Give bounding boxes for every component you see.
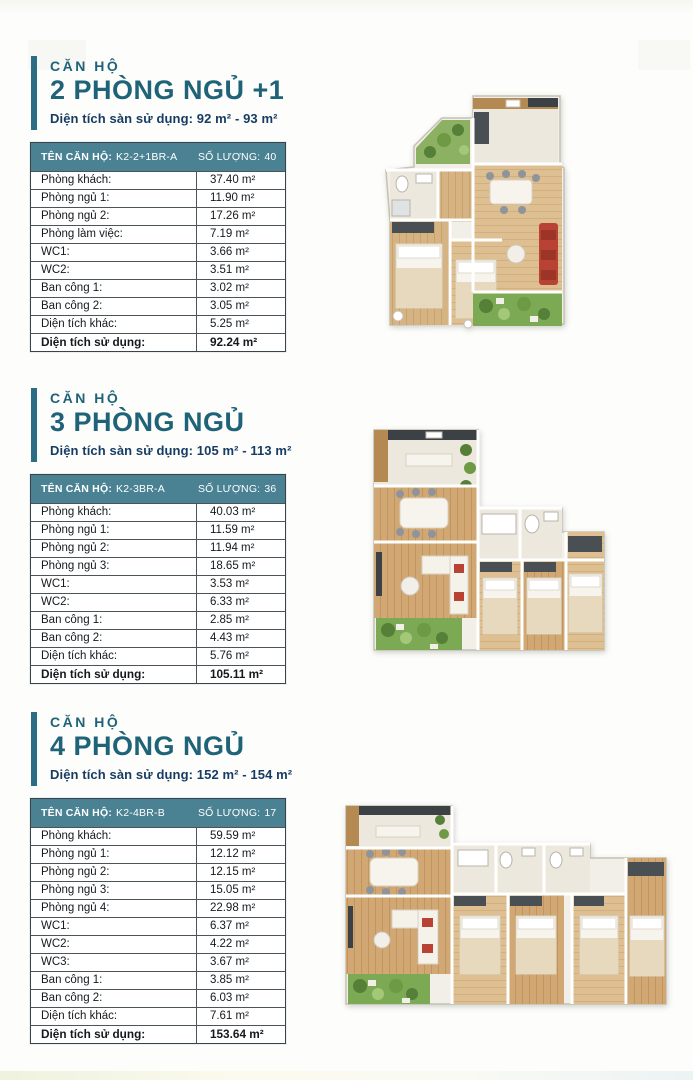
section-subtitle: Diện tích sàn sử dụng: 152 m² - 154 m² [50, 767, 293, 782]
row-label: WC2: [41, 264, 70, 276]
row-label: WC1: [41, 246, 70, 258]
row-value: 17.26 m² [196, 208, 285, 225]
living-area [374, 542, 478, 618]
row-label: Phòng ngủ 2: [41, 866, 110, 878]
table-row [31, 261, 285, 279]
row-value: 4.22 m² [196, 936, 285, 953]
table-row [31, 953, 285, 971]
bedroom-3 [566, 532, 604, 650]
row-value: 40.03 m² [196, 504, 285, 521]
unit-name-value: K2-2+1BR-A [116, 151, 178, 163]
row-value: 3.66 m² [196, 244, 285, 261]
table-row [31, 971, 285, 989]
total-value: 92.24 m² [196, 334, 285, 351]
row-label: Ban công 2: [41, 632, 103, 644]
table-row [31, 315, 285, 333]
row-value: 3.67 m² [196, 954, 285, 971]
row-value: 2.85 m² [196, 612, 285, 629]
table-row [31, 207, 285, 225]
unit-quantity [196, 151, 285, 163]
table-row [31, 935, 285, 953]
table-row [31, 845, 285, 863]
row-value: 6.03 m² [196, 990, 285, 1007]
table-row [31, 279, 285, 297]
table-row [31, 881, 285, 899]
table-row [31, 521, 285, 539]
row-label: Diện tích khác: [41, 318, 118, 330]
dining-area [346, 848, 452, 896]
row-label: WC1: [41, 920, 70, 932]
row-value: 11.59 m² [196, 522, 285, 539]
section-title: 2 PHÒNG NGỦ +1 [50, 75, 285, 105]
row-label: Phòng ngủ 1: [41, 192, 110, 204]
table-total-row [31, 1025, 285, 1043]
row-label: Phòng ngủ 3: [41, 884, 110, 896]
table-row [31, 189, 285, 207]
row-label: Phòng khách: [41, 830, 112, 842]
table-total-row [31, 665, 285, 683]
kitchen-area [473, 98, 558, 164]
section-subtitle: Diện tích sàn sử dụng: 105 m² - 113 m² [50, 443, 292, 458]
section-header [31, 56, 350, 130]
row-value: 11.90 m² [196, 190, 285, 207]
unit-qty-label: SỐ LƯỢNG: [197, 483, 261, 495]
bedroom-1 [452, 894, 508, 1004]
section-eyebrow: CĂN HỘ [50, 390, 121, 406]
row-value: 3.53 m² [196, 576, 285, 593]
scan-artifact-bottom [0, 1071, 693, 1080]
row-label: Diện tích khác: [41, 1010, 118, 1022]
row-value: 12.15 m² [196, 864, 285, 881]
row-label: Phòng khách: [41, 506, 112, 518]
section-header [31, 712, 350, 786]
row-value: 3.51 m² [196, 262, 285, 279]
table-row [31, 593, 285, 611]
row-label: Phòng ngủ 2: [41, 542, 110, 554]
table-row [31, 297, 285, 315]
table-header [31, 475, 285, 503]
table-row [31, 1007, 285, 1025]
total-value: 153.64 m² [196, 1026, 285, 1043]
row-value: 18.65 m² [196, 558, 285, 575]
area-table-4br [30, 798, 286, 1044]
garden-balcony-bottom [473, 292, 562, 326]
row-value: 3.85 m² [196, 972, 285, 989]
section-header [31, 388, 350, 462]
row-value: 5.25 m² [196, 316, 285, 333]
unit-name [31, 483, 196, 495]
table-row [31, 243, 285, 261]
row-label: WC2: [41, 938, 70, 950]
unit-quantity [196, 483, 285, 495]
row-value: 6.33 m² [196, 594, 285, 611]
row-label: Ban công 1: [41, 974, 103, 986]
bedroom-4 [626, 858, 666, 1004]
row-value: 6.37 m² [196, 918, 285, 935]
floorplan-4br-image [340, 798, 670, 1015]
row-value: 5.76 m² [196, 648, 285, 665]
unit-qty-label: SỐ LƯỢNG: [197, 151, 261, 163]
unit-name [31, 151, 196, 163]
bedroom-1 [390, 220, 450, 325]
section-title: 3 PHÒNG NGỦ [50, 407, 245, 437]
garden-balcony [348, 974, 430, 1004]
row-label: Phòng làm việc: [41, 228, 123, 240]
area-table-2br [30, 142, 286, 352]
section-title: 4 PHÒNG NGỦ [50, 731, 245, 761]
row-label: WC2: [41, 596, 70, 608]
table-row [31, 917, 285, 935]
total-label: Diện tích sử dụng: [41, 667, 146, 681]
row-label: Ban công 1: [41, 614, 103, 626]
unit-name-label: TÊN CĂN HỘ: [41, 151, 113, 163]
unit-qty-value: 17 [264, 807, 277, 819]
unit-name [31, 807, 196, 819]
unit-qty-label: SỐ LƯỢNG: [197, 807, 261, 819]
table-row [31, 575, 285, 593]
row-label: WC3: [41, 956, 70, 968]
area-table-3br [30, 474, 286, 684]
row-value: 3.05 m² [196, 298, 285, 315]
row-label: Phòng ngủ 3: [41, 560, 110, 572]
table-row [31, 863, 285, 881]
row-label: Ban công 2: [41, 992, 103, 1004]
total-label: Diện tích sử dụng: [41, 1027, 146, 1041]
scan-artifact-top [0, 0, 693, 14]
table-row [31, 171, 285, 189]
living-area [346, 896, 452, 974]
row-value: 7.61 m² [196, 1008, 285, 1025]
row-label: Phòng ngủ 1: [41, 848, 110, 860]
row-value: 59.59 m² [196, 828, 285, 845]
section-2-phong-ngu-plus-1 [0, 56, 693, 352]
row-value: 11.94 m² [196, 540, 285, 557]
total-label: Diện tích sử dụng: [41, 335, 146, 349]
hallway [438, 170, 473, 222]
table-row [31, 611, 285, 629]
row-value: 12.12 m² [196, 846, 285, 863]
row-value: 15.05 m² [196, 882, 285, 899]
table-total-row [31, 333, 285, 351]
row-value: 22.98 m² [196, 900, 285, 917]
unit-qty-value: 36 [264, 483, 277, 495]
bedroom-2 [508, 894, 564, 1004]
table-row [31, 899, 285, 917]
total-value: 105.11 m² [196, 666, 285, 683]
unit-name-label: TÊN CĂN HỘ: [41, 807, 113, 819]
hall-bathrooms [452, 844, 590, 894]
row-label: Diện tích khác: [41, 650, 118, 662]
row-value: 4.43 m² [196, 630, 285, 647]
section-eyebrow: CĂN HỘ [50, 58, 121, 74]
dining-area [374, 486, 478, 542]
table-row [31, 539, 285, 557]
table-row [31, 647, 285, 665]
row-value: 37.40 m² [196, 172, 285, 189]
red-sofa [539, 223, 558, 285]
table-row [31, 629, 285, 647]
garden-balcony [376, 618, 462, 650]
row-label: Phòng khách: [41, 174, 112, 186]
table-row [31, 557, 285, 575]
unit-quantity [196, 807, 285, 819]
row-value: 7.19 m² [196, 226, 285, 243]
table-header [31, 799, 285, 827]
balcony-garden-topleft [416, 120, 470, 164]
row-label: Phòng ngủ 4: [41, 902, 110, 914]
row-label: Ban công 2: [41, 300, 103, 312]
kitchen-area [346, 806, 452, 848]
unit-name-value: K2-3BR-A [116, 483, 165, 495]
bedroom-3 [572, 894, 626, 1004]
table-row [31, 503, 285, 521]
section-subtitle: Diện tích sàn sử dụng: 92 m² - 93 m² [50, 111, 278, 126]
row-label: Phòng ngủ 2: [41, 210, 110, 222]
row-label: Phòng ngủ 1: [41, 524, 110, 536]
row-label: WC1: [41, 578, 70, 590]
unit-qty-value: 40 [264, 151, 277, 163]
unit-name-value: K2-4BR-B [116, 807, 165, 819]
floorplan-2br-image [378, 92, 568, 337]
table-row [31, 989, 285, 1007]
bedroom-2 [522, 560, 566, 650]
bathrooms [478, 508, 562, 560]
table-row [31, 225, 285, 243]
row-value: 3.02 m² [196, 280, 285, 297]
floorplan-3br-image [366, 424, 608, 661]
section-eyebrow: CĂN HỘ [50, 714, 121, 730]
table-row [31, 827, 285, 845]
bathrooms [390, 170, 438, 220]
bedroom-1 [478, 560, 522, 650]
unit-name-label: TÊN CĂN HỘ: [41, 483, 113, 495]
row-label: Ban công 1: [41, 282, 103, 294]
table-header [31, 143, 285, 171]
